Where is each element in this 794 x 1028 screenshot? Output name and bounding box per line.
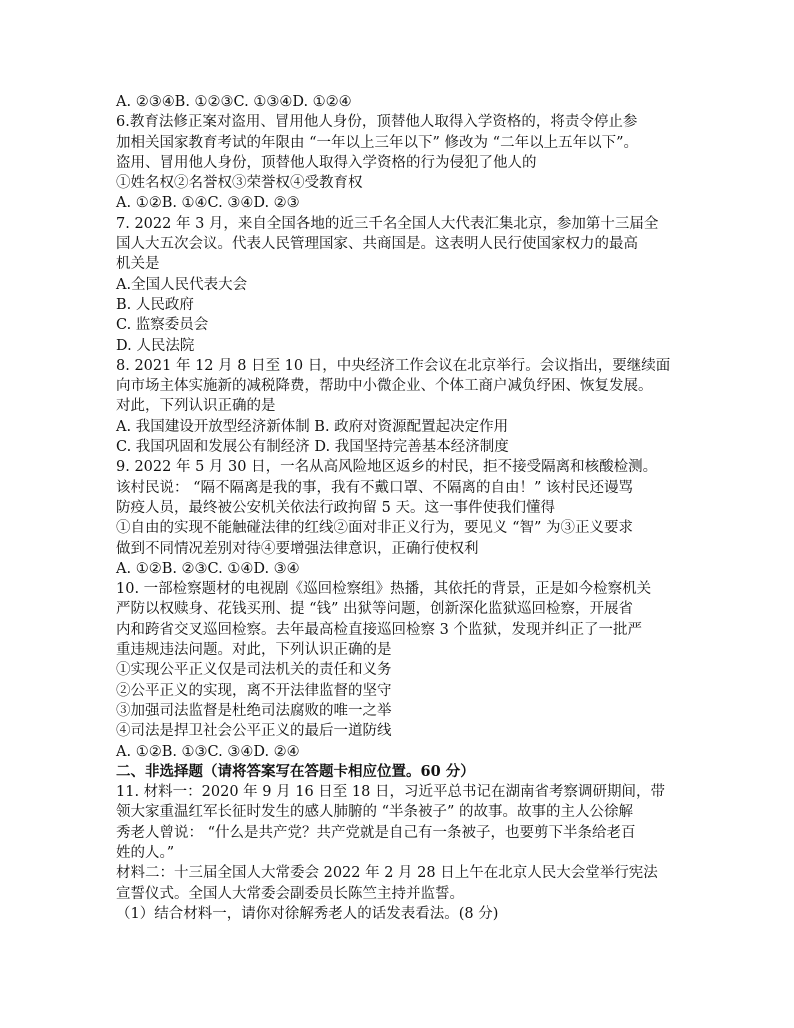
question-10-choice: ②公平正义的实现，离不开法律监督的坚守 [116, 682, 392, 699]
question-7-option-d: D. 人民法院 [116, 337, 195, 354]
question-7-option-b: B. 人民政府 [116, 296, 194, 313]
question-7-option-c: C. 监察委员会 [116, 317, 209, 334]
question-9-stem: 防疫人员，最终被公安机关依法行政拘留 5 天。这一事件使我们懂得 [116, 499, 555, 516]
question-8-stem: 对此，下列认识正确的是 [116, 398, 276, 415]
question-7-stem: 7. 2022 年 3 月，来自全国各地的近三千名全国人大代表汇集北京，参加第十三届全 [116, 215, 659, 232]
question-11-material-2: 宣誓仪式。全国人大常委会副委员长陈竺主持并监誓。 [116, 885, 464, 902]
question-8-stem: 向市场主体实施新的减税降费，帮助中小微企业、个体工商户减负纾困、恢复发展。 [116, 378, 653, 395]
section-heading: 二、非选择题（请将答案写在答题卡相应位置。60 分） [116, 762, 475, 780]
question-11-material: 11. 材料一：2020 年 9 月 16 日至 18 日，习近平总书记在湖南省考察调研期间，带 [116, 784, 665, 801]
question-6-stem: 6.教育法修正案对盗用、冒用他人身份，顶替他人取得入学资格的，将责令停止参 [116, 114, 638, 131]
question-6-stem: 盗用、冒用他人身份，顶替他人取得入学资格的行为侵犯了他人的 [116, 154, 537, 171]
question-11-material-2: 材料二：十三届全国人大常委会 2022 年 2 月 28 日上午在北京人民大会堂举行宪法 [116, 865, 658, 882]
question-9-choices: 做到不同情况差别对待④要增强法律意识，正确行使权利 [116, 540, 479, 557]
question-11-material: 姓的人。” [116, 844, 175, 861]
question-9-choices: ①自由的实现不能触碰法律的红线②面对非正义行为，要见义 “智” 为③正义要求 [116, 520, 634, 537]
question-9-stem: 该村民说： “隔不隔离是我的事，我有不戴口罩、不隔离的自由！” 该村民还谩骂 [116, 479, 634, 496]
question-11-sub-1: （1）结合材料一，请你对徐解秀老人的话发表看法。(8 分) [116, 905, 499, 922]
question-8-stem: 8. 2021 年 12 月 8 日至 10 日，中央经济工作会议在北京举行。会议指出，要继续面 [116, 357, 671, 374]
question-10-choice: ③加强司法监督是杜绝司法腐败的唯一之举 [116, 702, 392, 719]
question-10-options: A. ①②B. ①③C. ③④D. ②④ [116, 743, 300, 760]
question-10-stem: 严防以权赎身、花钱买刑、提 “钱” 出狱等问题，创新深化监狱巡回检察，开展省 [116, 601, 634, 618]
option-line: A. ②③④B. ①②③C. ①③④D. ①②④ [116, 94, 352, 110]
question-7-stem: 机关是 [116, 256, 160, 273]
question-9-options: A. ①②B. ②③C. ①④D. ③④ [116, 560, 300, 577]
question-11-material: 领大家重温红军长征时发生的感人肺腑的 “半条被子” 的故事。故事的主人公徐解 [116, 804, 634, 821]
question-9-stem: 9. 2022 年 5 月 30 日，一名从高风险地区返乡的村民，拒不接受隔离和核酸检测。 [116, 459, 658, 476]
question-6-stem: 加相关国家教育考试的年限由 “一年以上三年以下” 修改为 “二年以上五年以下”。 [116, 134, 638, 151]
question-10-stem: 内和跨省交叉巡回检察。去年最高检直接巡回检察 3 个监狱，发现并纠正了一批严 [116, 621, 642, 638]
question-6-options: A. ①②B. ①④C. ③④D. ②③ [116, 195, 300, 212]
question-10-stem: 10. 一部检察题材的电视剧《巡回检察组》热播，其依托的背景，正是如今检察机关 [116, 581, 652, 598]
question-11-material: 秀老人曾说： “什么是共产党？共产党就是自己有一条被子，也要剪下半条给老百 [116, 824, 636, 841]
question-7-option-a: A.全国人民代表大会 [116, 276, 248, 293]
question-10-choice: ①实现公平正义仅是司法机关的责任和义务 [116, 662, 392, 679]
question-8-options: C. 我国巩固和发展公有制经济 D. 我国坚持完善基本经济制度 [116, 439, 509, 456]
question-7-stem: 国人大五次会议。代表人民管理国家、共商国是。这表明人民行使国家权力的最高 [116, 236, 638, 253]
question-10-choice: ④司法是捍卫社会公平正义的最后一道防线 [116, 723, 392, 740]
question-6-choices: ①姓名权②名誉权③荣誉权④受教育权 [116, 175, 363, 192]
question-8-options: A. 我国建设开放型经济新体制 B. 政府对资源配置起决定作用 [116, 418, 509, 435]
question-10-stem: 重违规违法问题。对此，下列认识正确的是 [116, 642, 392, 659]
document-page [116, 92, 696, 924]
